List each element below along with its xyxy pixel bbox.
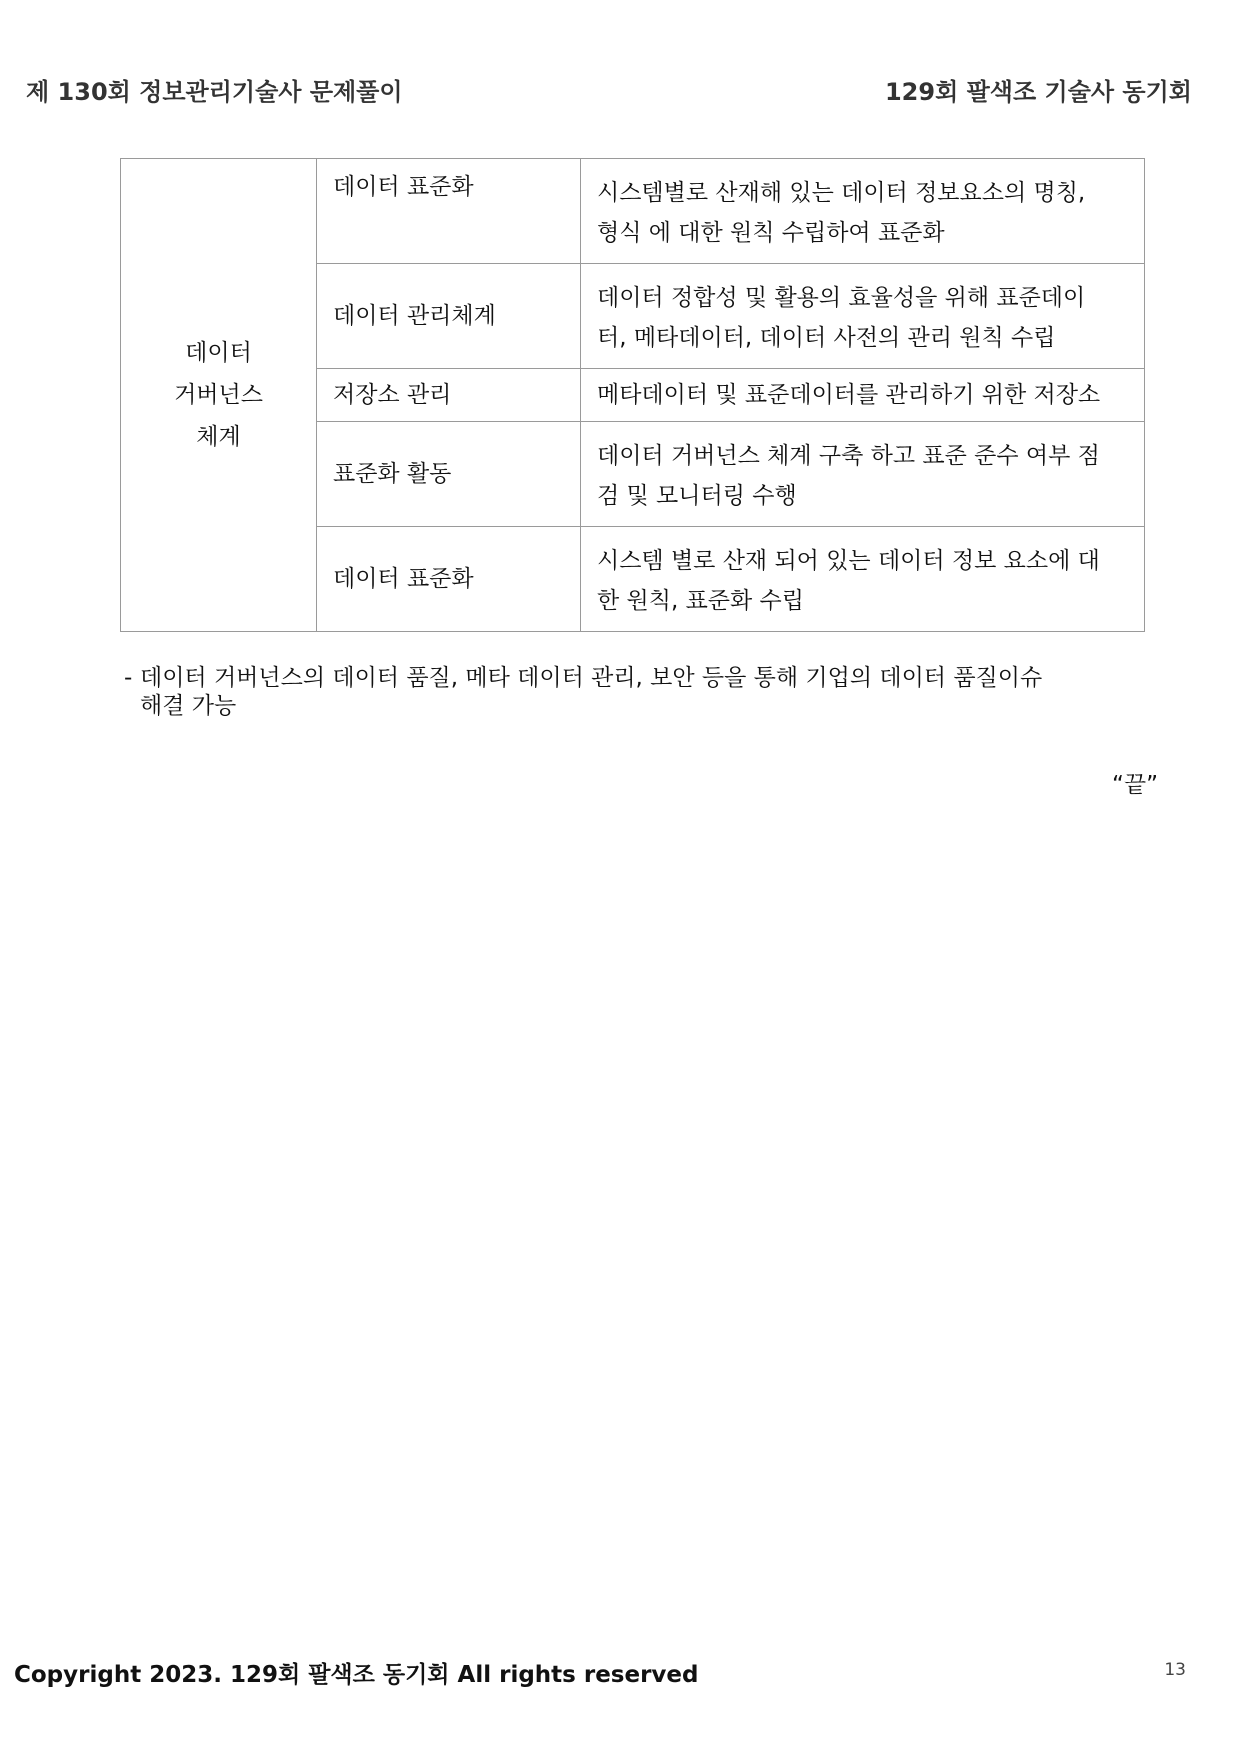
- desc-cell: [581, 369, 1145, 422]
- desc-cell: [581, 422, 1145, 527]
- desc-line: 시스템 별로 산재 되어 있는 데이터 정보 요소에 대: [597, 548, 1100, 574]
- desc-cell: [581, 159, 1145, 264]
- footer-copyright: Copyright 2023. 129회 팔색조 동기회 All rights reserved: [14, 1662, 699, 1688]
- item-cell: 데이터 표준화: [317, 527, 581, 632]
- note-bullet: -: [124, 665, 133, 691]
- desc-line: 데이터 정합성 및 활용의 효율성을 위해 표준데이: [597, 285, 1086, 311]
- desc-line: 터, 메타데이터, 데이터 사전의 관리 원칙 수립: [597, 325, 1056, 351]
- desc-line: 검 및 모니터링 수행: [597, 483, 797, 509]
- header-left-title: 제 130회 정보관리기술사 문제풀이: [26, 78, 403, 106]
- item-cell: 데이터 표준화: [317, 159, 581, 264]
- desc-cell: [581, 527, 1145, 632]
- note-line: 데이터 거버넌스의 데이터 품질, 메타 데이터 관리, 보안 등을 통해 기업의 데이터 품질이슈: [140, 665, 1043, 691]
- desc-line: 메타데이터 및 표준데이터를 관리하기 위한 저장소: [597, 382, 1101, 408]
- item-cell: 표준화 활동: [317, 422, 581, 527]
- group-label-cell: [121, 159, 317, 632]
- desc-line: 형식 에 대한 원칙 수립하여 표준화: [597, 220, 945, 246]
- governance-table: [120, 158, 1145, 632]
- desc-line: 한 원칙, 표준화 수립: [597, 588, 804, 614]
- header-right-title: 129회 팔색조 기술사 동기회: [884, 78, 1192, 106]
- summary-note: [124, 664, 1124, 720]
- group-label-line: 거버넌스: [174, 382, 263, 408]
- item-cell: 데이터 관리체계: [317, 264, 581, 369]
- end-mark: “끝”: [1111, 772, 1158, 798]
- table-row: [121, 159, 1145, 264]
- note-line: 해결 가능: [140, 693, 237, 719]
- page-number: 13: [1164, 1660, 1186, 1680]
- desc-line: 시스템별로 산재해 있는 데이터 정보요소의 명칭,: [597, 180, 1086, 206]
- item-cell: 저장소 관리: [317, 369, 581, 422]
- desc-line: 데이터 거버넌스 체계 구축 하고 표준 준수 여부 점: [597, 443, 1100, 469]
- group-label-line: 데이터: [185, 340, 252, 366]
- group-label-line: 체계: [196, 424, 241, 450]
- desc-cell: [581, 264, 1145, 369]
